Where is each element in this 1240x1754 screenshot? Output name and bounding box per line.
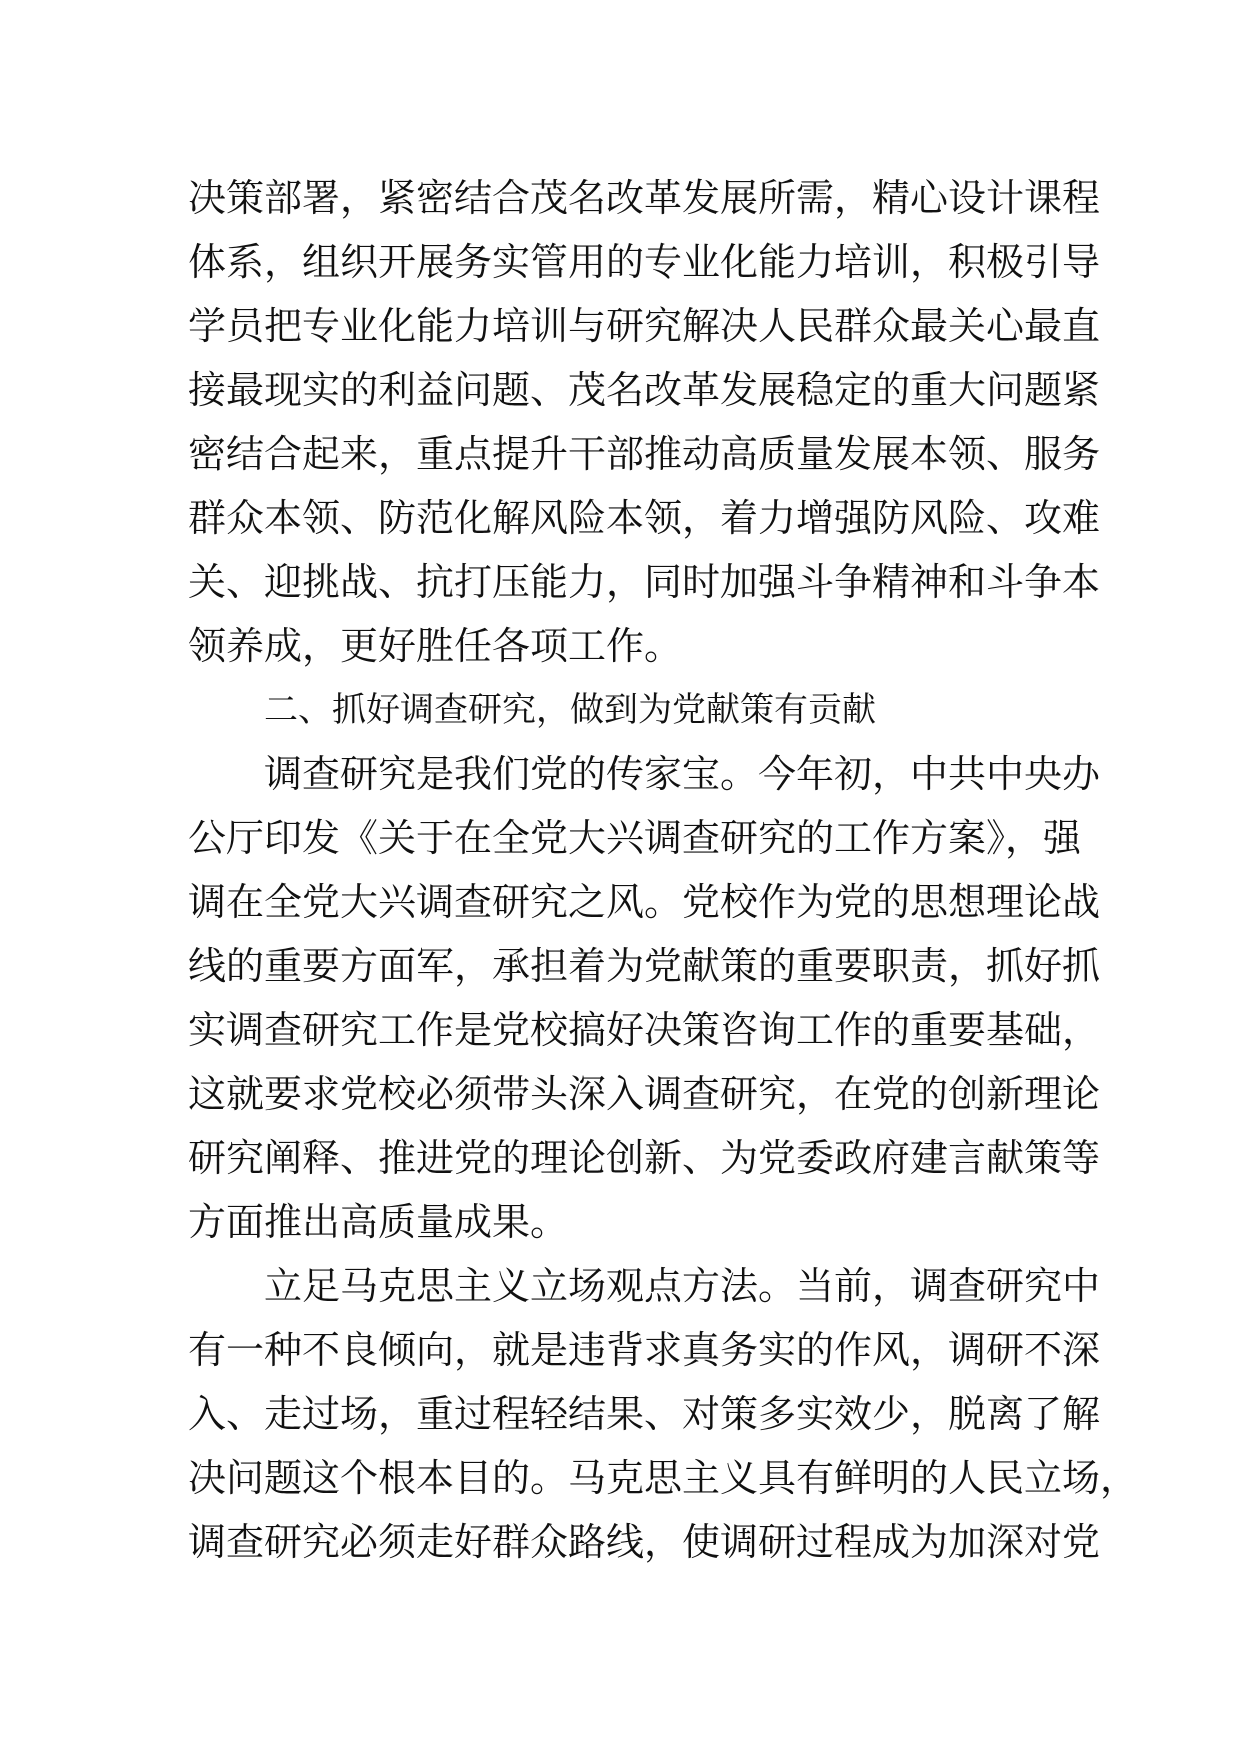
text-line: 体系，组织开展务实管用的专业化能力培训，积极引导 bbox=[188, 240, 1101, 284]
text-line: 立足马克思主义立场观点方法。当前，调查研究中 bbox=[264, 1264, 1101, 1308]
text-line: 入、走过场，重过程轻结果、对策多实效少，脱离了解 bbox=[188, 1392, 1101, 1436]
text-line: 学员把专业化能力培训与研究解决人民群众最关心最直 bbox=[188, 304, 1101, 348]
text-line: 关、迎挑战、抗打压能力，同时加强斗争精神和斗争本 bbox=[188, 560, 1101, 604]
text-line: 研究阐释、推进党的理论创新、为党委政府建言献策等 bbox=[188, 1136, 1101, 1180]
text-line: 实调查研究工作是党校搞好决策咨询工作的重要基础， bbox=[188, 1008, 1101, 1052]
text-line: 调在全党大兴调查研究之风。党校作为党的思想理论战 bbox=[188, 880, 1101, 924]
text-line: 群众本领、防范化解风险本领，着力增强防风险、攻难 bbox=[188, 496, 1101, 540]
text-line: 有一种不良倾向，就是违背求真务实的作风，调研不深 bbox=[188, 1328, 1101, 1372]
text-line: 调查研究必须走好群众路线，使调研过程成为加深对党 bbox=[188, 1520, 1101, 1564]
text-line: 接最现实的利益问题、茂名改革发展稳定的重大问题紧 bbox=[188, 368, 1101, 412]
section-heading: 二、抓好调查研究，做到为党献策有贡献 bbox=[264, 690, 876, 730]
text-line: 密结合起来，重点提升干部推动高质量发展本领、服务 bbox=[188, 432, 1101, 476]
text-line: 领养成，更好胜任各项工作。 bbox=[188, 624, 683, 668]
text-line: 决问题这个根本目的。马克思主义具有鲜明的人民立场， bbox=[188, 1456, 1139, 1500]
text-line: 公厅印发《关于在全党大兴调查研究的工作方案》，强 bbox=[188, 816, 1082, 860]
document-body bbox=[188, 166, 1139, 1574]
text-line: 线的重要方面军，承担着为党献策的重要职责，抓好抓 bbox=[188, 944, 1101, 988]
text-line: 决策部署，紧密结合茂名改革发展所需，精心设计课程 bbox=[188, 176, 1101, 220]
text-line: 方面推出高质量成果。 bbox=[188, 1200, 569, 1244]
text-line: 调查研究是我们党的传家宝。今年初，中共中央办 bbox=[264, 752, 1101, 796]
text-line: 这就要求党校必须带头深入调查研究，在党的创新理论 bbox=[188, 1072, 1101, 1116]
